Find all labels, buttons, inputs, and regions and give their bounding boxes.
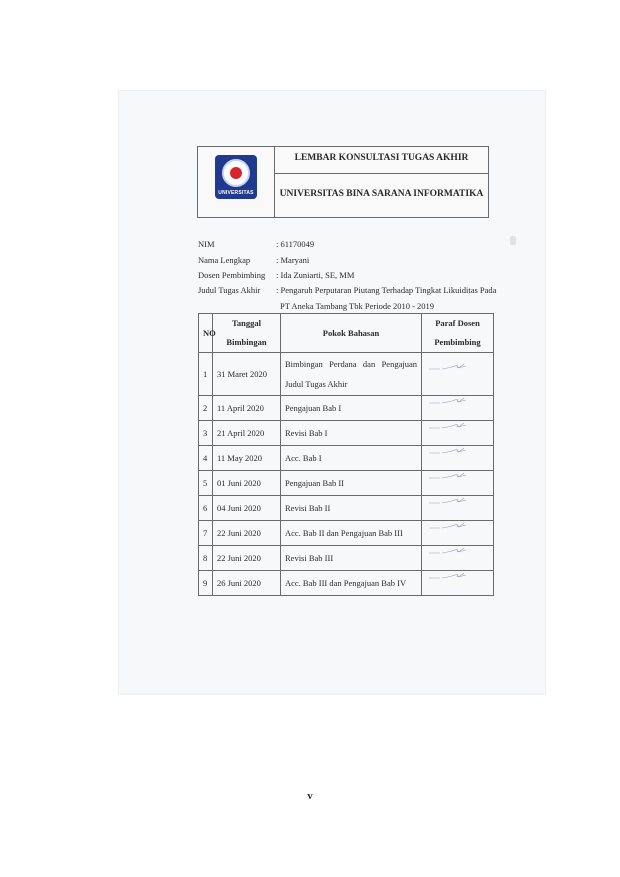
signature-mark	[428, 472, 470, 480]
row-date: 11 April 2020	[213, 396, 281, 421]
university-logo	[215, 155, 257, 199]
info-label: Nama Lengkap	[198, 255, 251, 265]
header-sign: Paraf Dosen Pembimbing	[422, 314, 494, 353]
row-date: 26 Juni 2020	[213, 571, 281, 596]
row-topic: Acc. Bab III dan Pengajuan Bab IV	[281, 571, 422, 596]
table-row	[199, 353, 494, 396]
table-row	[199, 446, 494, 471]
row-date: 04 Juni 2020	[213, 496, 281, 521]
header-date: Tanggal Bimbingan	[213, 314, 281, 353]
table-header-row	[199, 314, 494, 353]
row-signature	[422, 421, 494, 446]
table-row	[199, 521, 494, 546]
logo-text: UNIVERSITAS	[218, 190, 254, 196]
signature-mark	[428, 397, 470, 405]
table-row	[199, 496, 494, 521]
row-date: 21 April 2020	[213, 421, 281, 446]
row-signature	[422, 446, 494, 471]
row-signature	[422, 471, 494, 496]
row-signature	[422, 496, 494, 521]
info-label: NIM	[198, 239, 215, 249]
row-no: 7	[199, 521, 213, 546]
signature-mark	[428, 572, 470, 580]
row-signature	[422, 353, 494, 396]
row-topic: Acc. Bab I	[281, 446, 422, 471]
row-no: 8	[199, 546, 213, 571]
scan-smudge	[510, 236, 516, 245]
row-no: 3	[199, 421, 213, 446]
row-date: 01 Juni 2020	[213, 471, 281, 496]
university-name: UNIVERSITAS BINA SARANA INFORMATIKA	[279, 189, 484, 199]
row-signature	[422, 571, 494, 596]
logo-cell	[198, 147, 275, 217]
scan-edge	[118, 693, 546, 695]
row-topic: Pengajuan Bab I	[281, 396, 422, 421]
table-row	[199, 421, 494, 446]
info-value: : Pengaruh Perputaran Piutang Terhadap Tingkat Likuiditas Pada	[276, 285, 497, 295]
consultation-table	[198, 313, 494, 596]
signature-mark	[428, 547, 470, 555]
row-no: 6	[199, 496, 213, 521]
row-signature	[422, 546, 494, 571]
row-signature	[422, 521, 494, 546]
table-row	[199, 571, 494, 596]
header-topic: Pokok Bahasan	[281, 314, 422, 353]
row-topic: Revisi Bab III	[281, 546, 422, 571]
row-topic: Revisi Bab II	[281, 496, 422, 521]
info-label: Judul Tugas Akhir	[198, 285, 261, 295]
document-title: LEMBAR KONSULTASI TUGAS AKHIR	[275, 147, 488, 174]
info-value: : 61170049	[276, 239, 315, 249]
row-date: 31 Maret 2020	[213, 353, 281, 396]
logo-emblem	[222, 159, 250, 187]
table-row	[199, 471, 494, 496]
row-topic: Pengajuan Bab II	[281, 471, 422, 496]
table-row	[199, 396, 494, 421]
row-topic: Acc. Bab II dan Pengajuan Bab III	[281, 521, 422, 546]
signature-mark	[428, 522, 470, 530]
document-header	[197, 146, 489, 218]
row-date: 22 Juni 2020	[213, 546, 281, 571]
row-no: 5	[199, 471, 213, 496]
logo-emblem-center	[230, 167, 242, 179]
signature-mark	[428, 447, 470, 455]
row-no: 4	[199, 446, 213, 471]
signature-mark	[428, 363, 470, 371]
row-no: 2	[199, 396, 213, 421]
signature-mark	[428, 422, 470, 430]
signature-mark	[428, 497, 470, 505]
page-number: v	[307, 790, 313, 802]
row-topic: Bimbingan Perdana dan Pengajuan Judul Tugas Akhir	[281, 353, 422, 396]
info-value: : Maryani	[276, 255, 310, 265]
row-signature	[422, 396, 494, 421]
info-value: : Ida Zuniarti, SE, MM	[276, 270, 355, 280]
row-no: 1	[199, 353, 213, 396]
row-topic: Revisi Bab I	[281, 421, 422, 446]
info-value: PT Aneka Tambang Tbk Periode 2010 - 2019	[280, 301, 435, 311]
row-date: 22 Juni 2020	[213, 521, 281, 546]
header-no: NO	[199, 314, 213, 353]
row-no: 9	[199, 571, 213, 596]
info-label: Dosen Pembimbing	[198, 270, 266, 280]
row-date: 11 May 2020	[213, 446, 281, 471]
table-row	[199, 546, 494, 571]
